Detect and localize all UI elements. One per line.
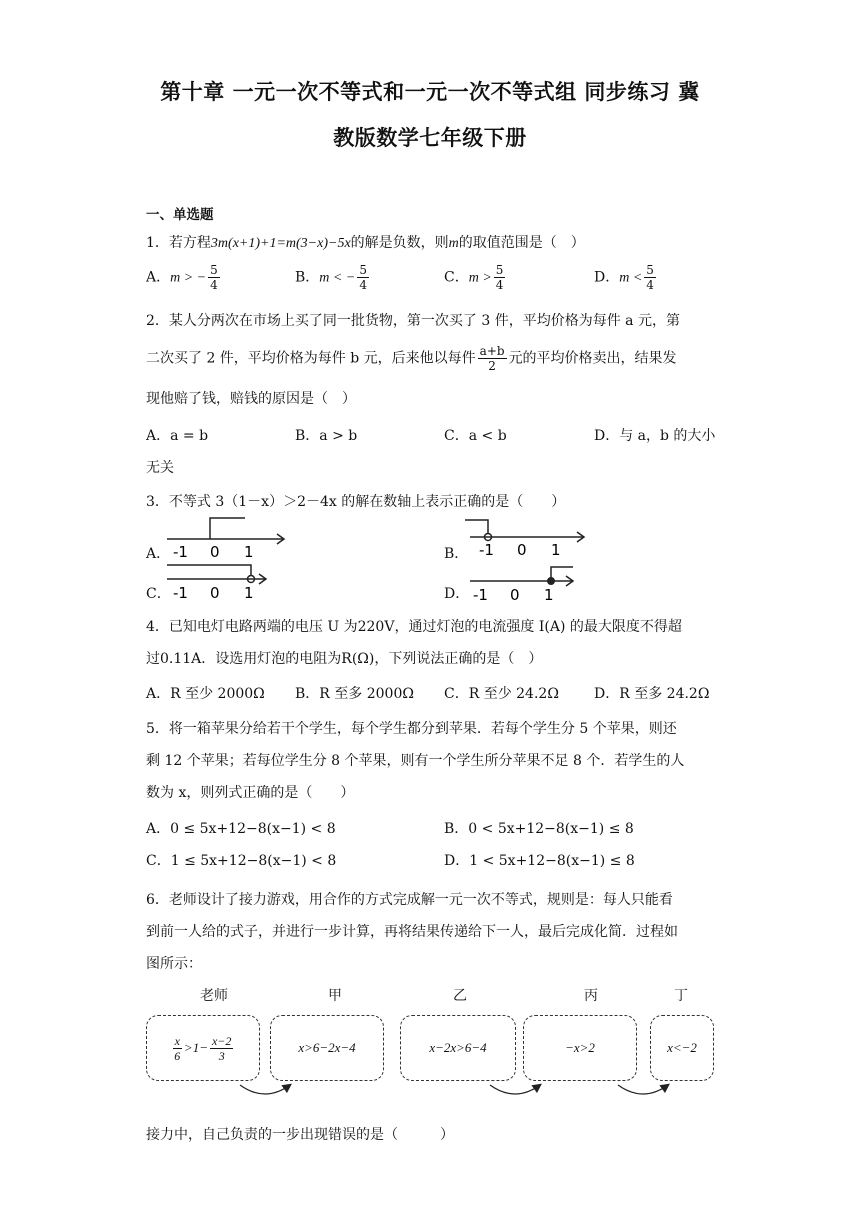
q4-line1: 4．已知电灯电路两端的电压 U 为220V，通过灯泡的电流强度 I(A) 的最大限度不得超 [146,619,682,635]
tick-label: 0 [210,584,220,602]
q1-option-a[interactable]: A．m > − $\frac{5}{4}$ [146,263,218,292]
tick-label: 0 [510,586,520,604]
arrow-3 [618,1085,668,1094]
q3-numberline-c [165,560,295,602]
tick-label: -1 [173,584,188,602]
q5-option-c[interactable]: C．1 ≤ 5x+12−8(x−1) < 8 [146,853,337,869]
q5-line3: 数为 x，则列式正确的是（ ） [146,785,355,801]
q2-line3: 现他赔了钱，赔钱的原因是（ ） [146,391,356,407]
q3-option-a[interactable]: A． [146,546,171,562]
tick-label: 1 [544,586,554,604]
box-bing: −x>2 [523,1015,637,1081]
doc-title-line2: 教版数学七年级下册 [333,126,527,150]
q2-line1: 2．某人分两次在市场上买了同一批货物，第一次买了 3 件，平均价格为每件 a 元，第 [146,313,680,329]
box-jia: x>6−2x−4 [270,1015,384,1081]
tick-label: 1 [244,584,254,602]
q1-option-c[interactable]: C．m > $\frac{5}{4}$ [444,263,504,292]
section-heading: 一、单选题 [146,207,214,223]
q2-option-d-cont: 无关 [146,460,174,476]
q3-numberline-a [165,515,295,560]
q4-option-c[interactable]: C．R 至少 24.2Ω [444,686,559,702]
tick-label: -1 [473,586,488,604]
q4-option-a[interactable]: A．R 至少 2000Ω [146,686,265,702]
q6-question: 接力中，自己负责的一步出现错误的是（ ） [146,1127,454,1143]
q6-line3: 图所示： [146,956,202,972]
q2-option-c[interactable]: C．a < b [444,428,507,444]
role-teacher: 老师 [200,988,228,1004]
role-jia: 甲 [328,988,342,1004]
tick-label: -1 [479,541,494,559]
q4-option-b[interactable]: B．R 至多 2000Ω [295,686,414,702]
q1-option-b[interactable]: B．m < − $\frac{5}{4}$ [295,263,367,292]
q3-option-b[interactable]: B． [444,546,469,562]
q3-stem: 3．不等式 3（1－x）＞2－4x 的解在数轴上表示正确的是（ ） [146,494,566,510]
box-yi: x−2x>6−4 [400,1015,516,1081]
role-yi: 乙 [453,988,467,1004]
q3-option-d[interactable]: D． [444,586,470,602]
q2-option-d[interactable]: D．与 a，b 的大小 [594,428,716,444]
q3-numberline-b [465,517,595,559]
tick-label: 1 [244,543,254,560]
q5-line1: 5．将一箱苹果分给若干个学生，每个学生都分到苹果．若每个学生分 5 个苹果，则还 [146,721,677,737]
q4-option-d[interactable]: D．R 至多 24.2Ω [594,686,710,702]
q5-line2: 剩 12 个苹果；若每位学生分 8 个苹果，则有一个学生所分苹果不足 8 个．若学生的人 [146,753,685,769]
q3-numberline-d [465,562,595,604]
arrow-2 [490,1085,540,1094]
q2-line2: 二次买了 2 件，平均价格为每件 b 元，后来他以每件 $\frac{a+b}{2}$ 元的平均价格卖出，结果发 [146,344,677,373]
q5-option-d[interactable]: D．1 < 5x+12−8(x−1) ≤ 8 [444,853,635,869]
tick-label: -1 [173,543,188,560]
tick-label: 0 [517,541,527,559]
role-ding: 丁 [674,988,688,1004]
q1-stem: 1．若方程3m(x+1)+1=m(3−x)−5x的解是负数，则m的取值范围是（ ） [146,235,585,251]
tick-label: 0 [210,543,220,560]
box-ding: x<−2 [650,1015,714,1081]
q1-option-d[interactable]: D．m < $\frac{5}{4}$ [594,263,654,292]
relay-diagram [140,985,720,1100]
q5-option-a[interactable]: A．0 ≤ 5x+12−8(x−1) < 8 [146,821,336,837]
box-teacher: $\frac{x}{6}$ >1− $\frac{x-2}{3}$ [146,1015,260,1081]
q4-line2: 过0.11A．设选用灯泡的电阻为R(Ω)，下列说法正确的是（ ） [146,651,543,667]
tick-label: 1 [551,541,561,559]
q2-option-b[interactable]: B．a > b [295,428,358,444]
q2-option-a[interactable]: A．a = b [146,428,209,444]
q5-option-b[interactable]: B．0 < 5x+12−8(x−1) ≤ 8 [444,821,634,837]
arrow-1 [240,1085,290,1094]
role-bing: 丙 [584,988,598,1004]
q6-line1: 6．老师设计了接力游戏，用合作的方式完成解一元一次不等式，规则是：每人只能看 [146,892,673,908]
q6-line2: 到前一人给的式子，并进行一步计算，再将结果传递给下一人，最后完成化简．过程如 [146,924,678,940]
doc-title-line1: 第十章 一元一次不等式和一元一次不等式组 同步练习 冀 [160,80,700,104]
relay-arrows [140,985,720,1100]
q3-option-c[interactable]: C． [146,586,171,602]
